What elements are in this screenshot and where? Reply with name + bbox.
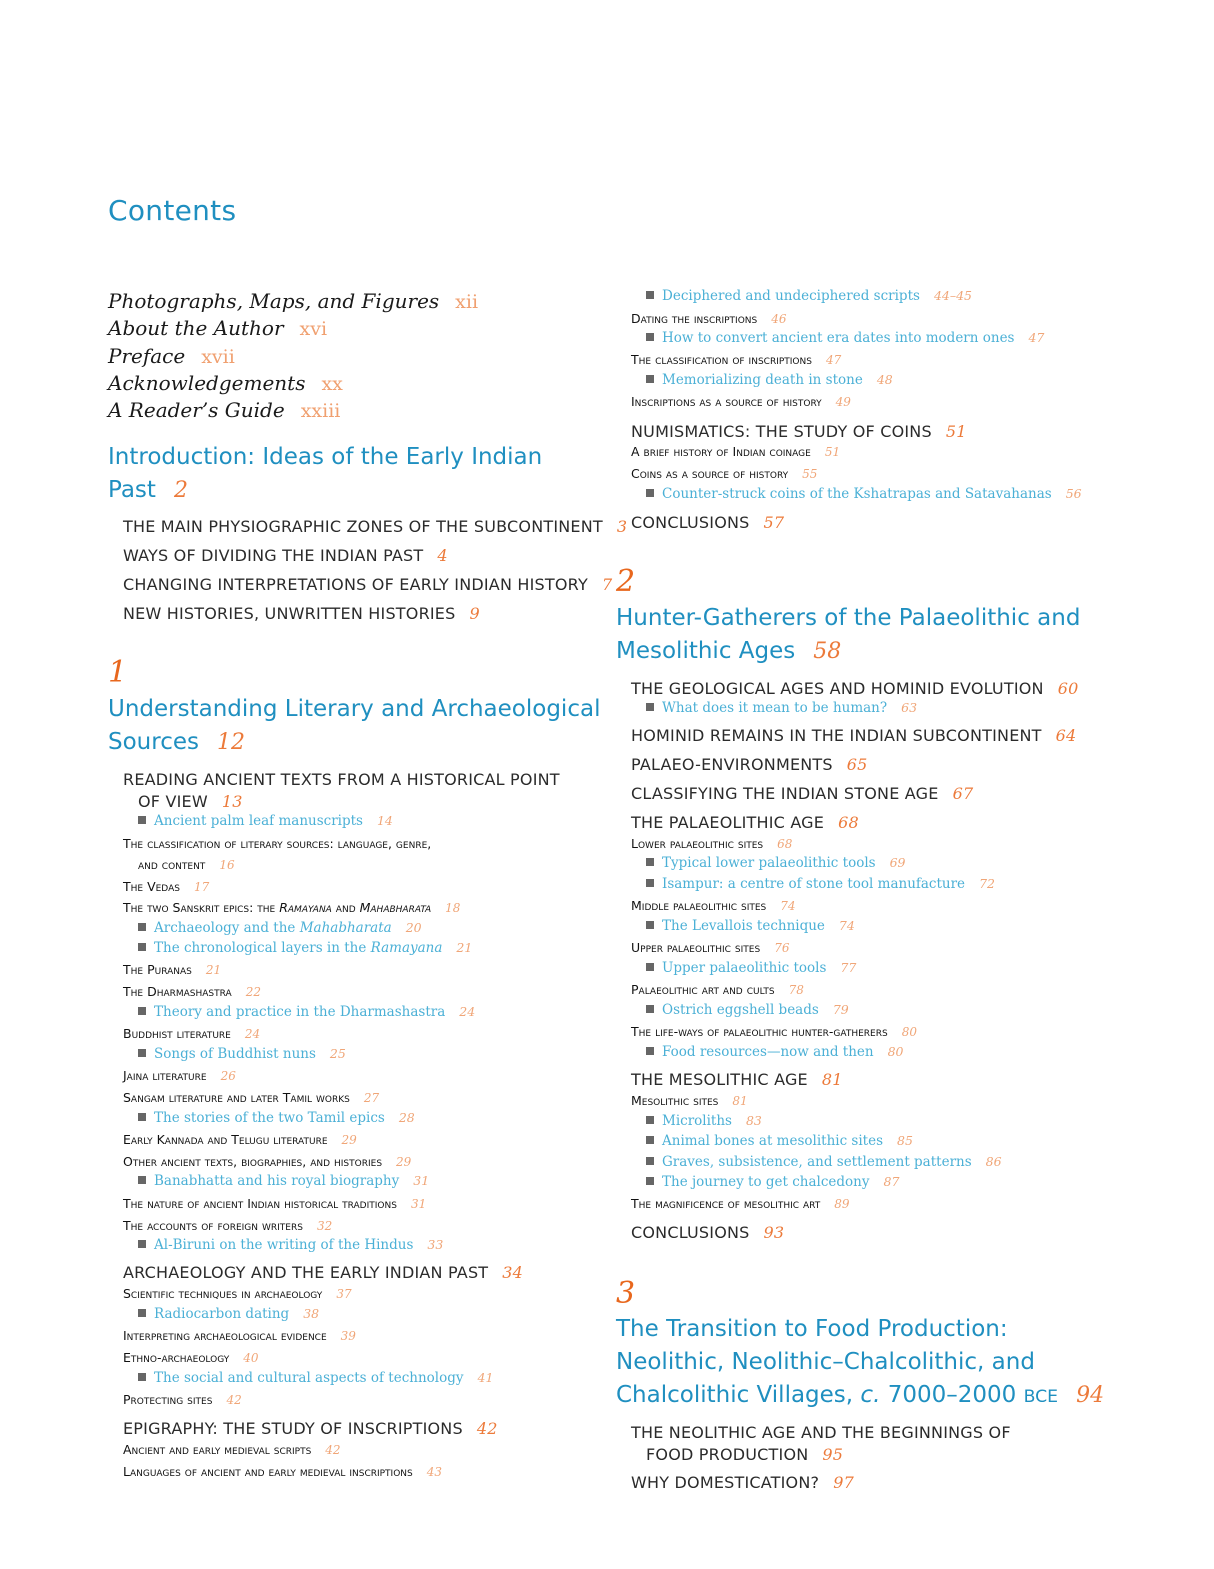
toc-section[interactable]: ARCHAEOLOGY AND THE EARLY INDIAN PAST 34: [123, 1263, 524, 1282]
toc-feature-box-entry[interactable]: Isampur: a centre of stone tool manufacture 72: [646, 878, 995, 892]
chapter-title-introduction[interactable]: Introduction: Ideas of the Early Indian Past 2: [108, 444, 543, 503]
square-bullet-icon: [138, 943, 146, 951]
page-number: 60: [1057, 679, 1079, 698]
page-number: xvi: [299, 318, 328, 340]
page-number: 69: [889, 855, 906, 870]
square-bullet-icon: [138, 1007, 146, 1015]
toc-subsection[interactable]: The Puranas 21: [123, 962, 222, 977]
square-bullet-icon: [646, 333, 654, 341]
page-number: 31: [413, 1173, 430, 1188]
page-number: 78: [788, 983, 804, 997]
page-number: 56: [1065, 486, 1082, 501]
page-number: 51: [945, 422, 967, 441]
page-number: xii: [455, 291, 479, 313]
page-number: 16: [219, 858, 235, 872]
page-number: 85: [897, 1133, 913, 1148]
toc-section[interactable]: CONCLUSIONS 57: [631, 513, 785, 532]
page-number: 29: [396, 1155, 412, 1169]
page-number: 72: [979, 876, 995, 891]
page-number: 42: [226, 1393, 242, 1407]
toc-feature-box-entry[interactable]: Ostrich eggshell beads 79: [646, 1004, 849, 1018]
page-number: xxiii: [300, 400, 341, 422]
page-number: 86: [985, 1154, 1002, 1169]
toc-front-entry[interactable]: Photographs, Maps, and Figures xii: [108, 289, 479, 313]
page-number: 80: [901, 1025, 917, 1039]
toc-section[interactable]: READING ANCIENT TEXTS FROM A HISTORICAL POINT: [123, 770, 560, 789]
square-bullet-icon: [646, 1157, 654, 1165]
toc-section[interactable]: CLASSIFYING THE INDIAN STONE AGE 67: [631, 784, 974, 803]
square-bullet-icon: [138, 1373, 146, 1381]
page-number: 89: [834, 1197, 850, 1211]
toc-subsection[interactable]: The accounts of foreign writers 32: [123, 1218, 333, 1233]
toc-feature-box-entry[interactable]: The chronological layers in the Ramayana 21: [138, 942, 472, 956]
page-number: 38: [303, 1306, 320, 1321]
page-number: 47: [825, 353, 842, 367]
toc-subsection[interactable]: Ethno-archaeology 40: [123, 1350, 259, 1365]
toc-section[interactable]: THE GEOLOGICAL AGES AND HOMINID EVOLUTION 60: [631, 679, 1079, 698]
page-number: 87: [883, 1174, 900, 1189]
chapter-title-1[interactable]: Understanding Literary and Archaeological Sources 12: [108, 696, 601, 755]
toc-subsection[interactable]: Interpreting archaeological evidence 39: [123, 1328, 356, 1343]
page-number: 13: [221, 792, 243, 811]
toc-feature-box-entry[interactable]: Archaeology and the Mahabharata 20: [138, 922, 422, 936]
chapter-title-2[interactable]: Hunter-Gatherers of the Palaeolithic and Mesolithic Ages 58: [616, 605, 1081, 664]
toc-section[interactable]: NUMISMATICS: THE STUDY OF COINS 51: [631, 422, 967, 441]
square-bullet-icon: [138, 816, 146, 824]
page-number: 42: [476, 1419, 498, 1438]
page-number: 18: [445, 901, 461, 915]
page-number: 24: [244, 1027, 261, 1041]
square-bullet-icon: [138, 1113, 146, 1121]
page-number: 41: [477, 1370, 494, 1385]
chapter-title-3[interactable]: The Transition to Food Production: Neolithic, Neolithic–Chalcolithic, and Chalcolithic Villages, c. 7000–2000 BCE 94: [616, 1316, 1105, 1408]
page-number: xvii: [201, 346, 235, 368]
page-number: 20: [405, 920, 422, 935]
square-bullet-icon: [646, 1136, 654, 1144]
page-number: 32: [316, 1219, 333, 1233]
page-number: 17: [193, 880, 210, 894]
square-bullet-icon: [138, 1309, 146, 1317]
toc-feature-box-entry[interactable]: The stories of the two Tamil epics 28: [138, 1112, 415, 1126]
page-number: 21: [456, 940, 473, 955]
toc-feature-box-entry[interactable]: The Levallois technique 74: [646, 920, 855, 934]
page-number: 83: [745, 1113, 762, 1128]
toc-front-entry[interactable]: About the Author xvi: [108, 316, 328, 340]
page-number: 39: [340, 1329, 356, 1343]
page-number: 74: [838, 918, 855, 933]
page-number: 29: [341, 1133, 357, 1147]
toc-subsection[interactable]: The life-ways of palaeolithic hunter-gatherers 80: [631, 1024, 917, 1039]
square-bullet-icon: [646, 879, 654, 887]
toc-section[interactable]: WAYS OF DIVIDING THE INDIAN PAST 4: [123, 546, 448, 565]
page-number: 21: [205, 963, 222, 977]
toc-feature-box-entry[interactable]: What does it mean to be human? 63: [646, 702, 917, 716]
page-number: 64: [1055, 726, 1077, 745]
square-bullet-icon: [646, 703, 654, 711]
page-number: 49: [835, 395, 851, 409]
toc-section[interactable]: NEW HISTORIES, UNWRITTEN HISTORIES 9: [123, 604, 480, 623]
toc-subsection[interactable]: Scientific techniques in archaeology 37: [123, 1286, 352, 1301]
page-number: xx: [321, 373, 343, 395]
page-number: 48: [876, 372, 893, 387]
page-number: 12: [216, 730, 245, 755]
page-number: 80: [887, 1044, 904, 1059]
toc-subsection[interactable]: The classification of literary sources: language, genre,: [123, 836, 432, 851]
page-number: 58: [813, 639, 842, 664]
page-number: 24: [459, 1004, 476, 1019]
toc-feature-box-entry[interactable]: Upper palaeolithic tools 77: [646, 962, 856, 976]
square-bullet-icon: [646, 1005, 654, 1013]
toc-subsection[interactable]: Palaeolithic art and cults 78: [631, 982, 804, 997]
square-bullet-icon: [646, 1047, 654, 1055]
toc-feature-box-entry[interactable]: Ancient palm leaf manuscripts 14: [138, 815, 393, 829]
page-number: 65: [846, 755, 868, 774]
page-number: 51: [824, 445, 841, 459]
square-bullet-icon: [138, 923, 146, 931]
page-number: 42: [325, 1443, 341, 1457]
toc-subsection[interactable]: Early Kannada and Telugu literature 29: [123, 1132, 357, 1147]
toc-entry-continuation[interactable]: and content 16: [138, 857, 235, 872]
page-number: 81: [732, 1094, 748, 1108]
toc-feature-box-entry[interactable]: Typical lower palaeolithic tools 69: [646, 857, 905, 871]
page-number: 31: [410, 1197, 427, 1211]
toc-section[interactable]: THE MESOLITHIC AGE 81: [631, 1070, 843, 1089]
toc-feature-box-entry[interactable]: Banabhatta and his royal biography 31: [138, 1175, 429, 1189]
page-number: 2: [173, 478, 188, 503]
toc-feature-box-entry[interactable]: Microliths 83: [646, 1115, 762, 1129]
page-number: 77: [840, 960, 857, 975]
toc-subsection[interactable]: Lower palaeolithic sites 68: [631, 836, 793, 851]
toc-feature-box-entry[interactable]: The social and cultural aspects of technology 41: [138, 1372, 493, 1386]
toc-section[interactable]: PALAEO-ENVIRONMENTS 65: [631, 755, 868, 774]
toc-subsection[interactable]: The Dharmashastra 22: [123, 984, 261, 999]
square-bullet-icon: [646, 375, 654, 383]
toc-section[interactable]: CHANGING INTERPRETATIONS OF EARLY INDIAN HISTORY 7: [123, 575, 613, 594]
toc-subsection[interactable]: The nature of ancient Indian historical traditions 31: [123, 1196, 427, 1211]
page-number: 34: [502, 1263, 524, 1282]
square-bullet-icon: [138, 1240, 146, 1248]
toc-section[interactable]: CONCLUSIONS 93: [631, 1223, 785, 1242]
toc-section[interactable]: WHY DOMESTICATION? 97: [631, 1473, 854, 1492]
page-number: 37: [336, 1287, 352, 1301]
page-number: 27: [363, 1091, 380, 1105]
page-number: 14: [376, 813, 393, 828]
page-number: 68: [838, 813, 859, 832]
square-bullet-icon: [646, 858, 654, 866]
toc-front-entry[interactable]: A Reader’s Guide xxiii: [108, 398, 341, 422]
page-number: 67: [952, 784, 974, 803]
toc-section[interactable]: THE MAIN PHYSIOGRAPHIC ZONES OF THE SUBCONTINENT 3: [123, 517, 628, 536]
toc-entry-continuation[interactable]: FOOD PRODUCTION 95: [646, 1445, 844, 1464]
square-bullet-icon: [646, 963, 654, 971]
toc-front-entry[interactable]: Acknowledgements xx: [108, 371, 343, 395]
toc-section[interactable]: EPIGRAPHY: THE STUDY OF INSCRIPTIONS 42: [123, 1419, 498, 1438]
square-bullet-icon: [138, 1176, 146, 1184]
toc-feature-box-entry[interactable]: The journey to get chalcedony 87: [646, 1176, 899, 1190]
toc-feature-box-entry[interactable]: Food resources—now and then 80: [646, 1046, 904, 1060]
toc-front-entry[interactable]: Preface xvii: [108, 344, 235, 368]
page-number: 22: [245, 985, 261, 999]
toc-feature-box-entry[interactable]: Counter-struck coins of the Kshatrapas and Satavahanas 56: [646, 488, 1082, 502]
page-number: 76: [774, 941, 790, 955]
toc-feature-box-entry[interactable]: Graves, subsistence, and settlement patterns 86: [646, 1156, 1002, 1170]
page-number: 33: [427, 1237, 444, 1252]
page-number: 44–45: [933, 288, 972, 303]
page-number: 40: [243, 1351, 259, 1365]
toc-subsection[interactable]: Buddhist literature 24: [123, 1026, 261, 1041]
toc-subsection[interactable]: The Vedas 17: [123, 879, 210, 894]
page-number: 55: [802, 467, 818, 481]
square-bullet-icon: [646, 1116, 654, 1124]
square-bullet-icon: [646, 921, 654, 929]
page-number: 79: [832, 1002, 849, 1017]
toc-subsection[interactable]: Sangam literature and later Tamil works 27: [123, 1090, 380, 1105]
page-number: 43: [426, 1465, 443, 1479]
toc-feature-box-entry[interactable]: Animal bones at mesolithic sites 85: [646, 1135, 913, 1149]
toc-feature-box-entry[interactable]: Deciphered and undeciphered scripts 44–45: [646, 290, 972, 304]
square-bullet-icon: [646, 1177, 654, 1185]
toc-subsection[interactable]: Languages of ancient and early medieval inscriptions 43: [123, 1464, 443, 1479]
toc-entry-continuation[interactable]: OF VIEW 13: [138, 792, 243, 811]
toc-section[interactable]: THE NEOLITHIC AGE AND THE BEGINNINGS OF: [631, 1423, 1011, 1442]
toc-subsection[interactable]: Jaina literature 26: [123, 1068, 236, 1083]
page-number: 97: [833, 1473, 854, 1492]
toc-subsection[interactable]: A brief history of Indian coinage 51: [631, 444, 841, 459]
toc-subsection[interactable]: Middle palaeolithic sites 74: [631, 898, 796, 913]
page-number: 25: [329, 1046, 346, 1061]
toc-subsection[interactable]: Inscriptions as a source of history 49: [631, 394, 851, 409]
page-number: 47: [1028, 330, 1045, 345]
page-number: 28: [398, 1110, 415, 1125]
page-number: 46: [771, 312, 787, 326]
page-number: 95: [822, 1445, 844, 1464]
toc-subsection[interactable]: Dating the inscriptions 46: [631, 311, 787, 326]
chapter-number: 2: [616, 564, 636, 599]
toc-feature-box-entry[interactable]: Al-Biruni on the writing of the Hindus 33: [138, 1239, 443, 1253]
toc-feature-box-entry[interactable]: Songs of Buddhist nuns 25: [138, 1048, 346, 1062]
toc-feature-box-entry[interactable]: Theory and practice in the Dharmashastra 24: [138, 1006, 475, 1020]
page-number: 63: [901, 700, 918, 715]
chapter-number: 1: [108, 655, 128, 690]
square-bullet-icon: [646, 489, 654, 497]
toc-subsection[interactable]: Other ancient texts, biographies, and histories 29: [123, 1154, 412, 1169]
toc-section[interactable]: THE PALAEOLITHIC AGE 68: [631, 813, 859, 832]
toc-feature-box-entry[interactable]: Radiocarbon dating 38: [138, 1308, 319, 1322]
toc-subsection[interactable]: The two Sanskrit epics: the Ramayana and Mahabharata 18: [123, 900, 461, 915]
toc-subsection[interactable]: Mesolithic sites 81: [631, 1093, 748, 1108]
page-number: 26: [220, 1069, 236, 1083]
toc-feature-box-entry[interactable]: Memorializing death in stone 48: [646, 374, 893, 388]
page-number: 93: [763, 1223, 785, 1242]
chapter-number: 3: [616, 1276, 636, 1311]
page-title: Contents: [108, 194, 237, 227]
page-number: 81: [821, 1070, 843, 1089]
toc-subsection[interactable]: Protecting sites 42: [123, 1392, 242, 1407]
toc-feature-box-entry[interactable]: How to convert ancient era dates into modern ones 47: [646, 332, 1044, 346]
toc-subsection[interactable]: The magnificence of mesolithic art 89: [631, 1196, 850, 1211]
toc-subsection[interactable]: Ancient and early medieval scripts 42: [123, 1442, 341, 1457]
page-number: 68: [777, 837, 793, 851]
page-number: 74: [780, 899, 796, 913]
page-number: 57: [763, 513, 785, 532]
toc-subsection[interactable]: Coins as a source of history 55: [631, 466, 818, 481]
page-number: 94: [1076, 1383, 1105, 1408]
toc-subsection[interactable]: The classification of inscriptions 47: [631, 352, 842, 367]
square-bullet-icon: [646, 291, 654, 299]
toc-subsection[interactable]: Upper palaeolithic sites 76: [631, 940, 790, 955]
toc-section[interactable]: HOMINID REMAINS IN THE INDIAN SUBCONTINENT 64: [631, 726, 1077, 745]
square-bullet-icon: [138, 1049, 146, 1057]
